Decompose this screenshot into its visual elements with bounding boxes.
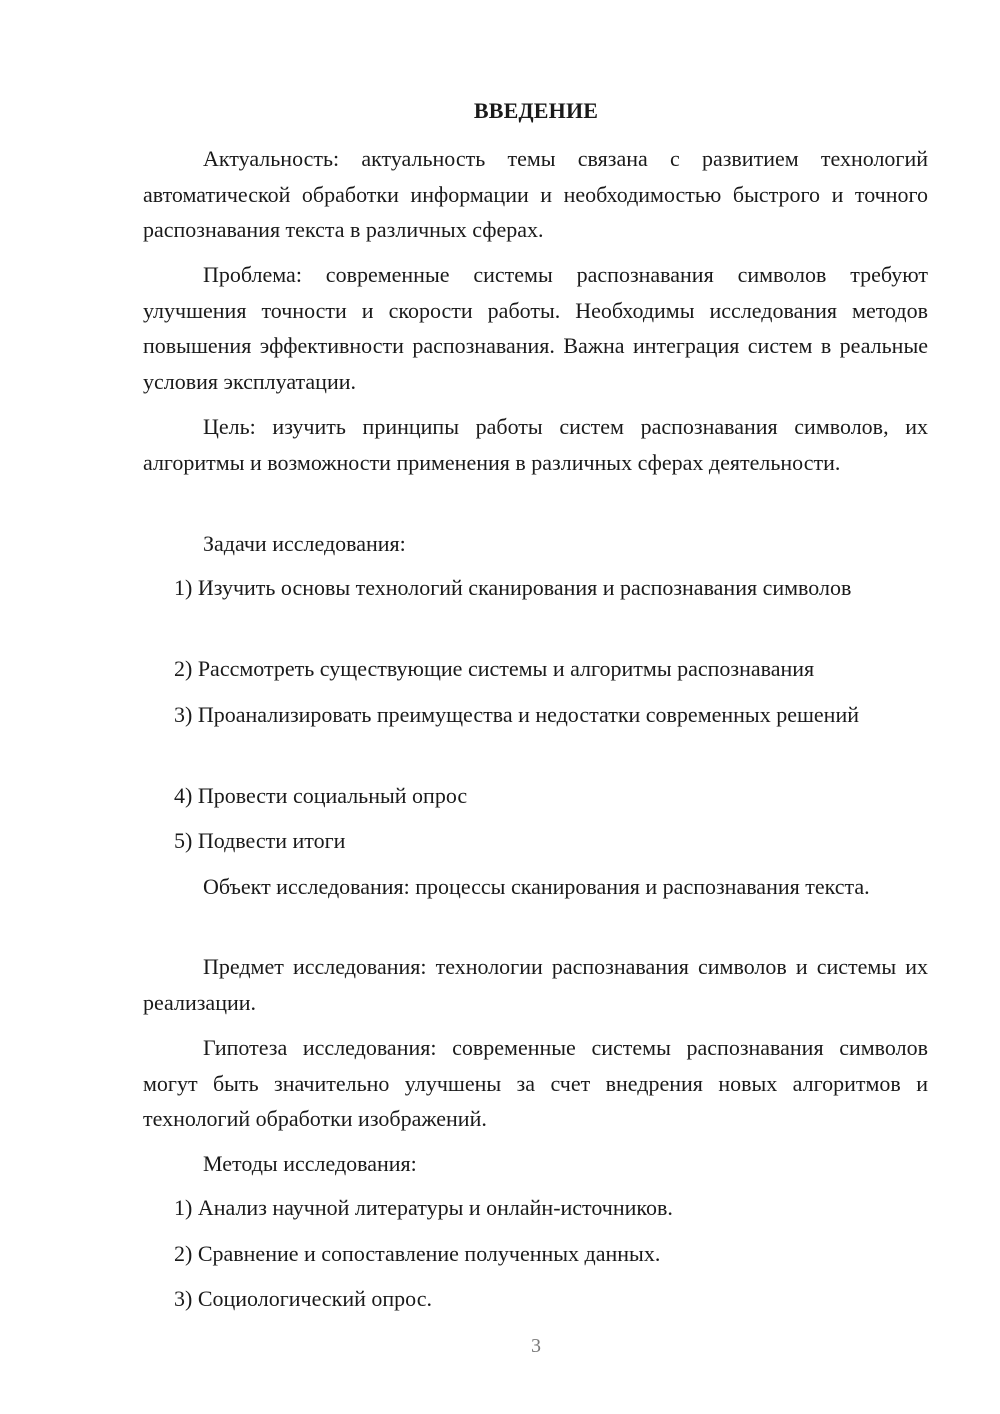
paragraph-tasks-heading: Задачи исследования: [203, 531, 406, 556]
paragraph-methods-heading: Методы исследования: [203, 1151, 417, 1176]
list-item-task-5: 5) Подвести итоги [174, 828, 346, 853]
list-item-method-1: 1) Анализ научной литературы и онлайн-источников. [174, 1195, 673, 1220]
page-number: 3 [531, 1335, 541, 1357]
paragraph-relevance: Актуальность: актуальность темы связана с развитием технологий автоматической обработки информации и необходимостью быстрого и точного распознавания текста в различных сферах. [143, 146, 928, 242]
paragraph-subject: Предмет исследования: технологии распознавания символов и системы их реализации. [143, 954, 928, 1015]
paragraph-problem: Проблема: современные системы распознавания символов требуют улучшения точности и скорости работы. Необходимы исследования методов повышения эффективности распознавания. Важна интеграция систем в реальные условия эксплуатации. [143, 262, 928, 394]
list-item-method-2: 2) Сравнение и сопоставление полученных данных. [174, 1241, 661, 1266]
list-item-task-3: 3) Проанализировать преимущества и недостатки современных решений [174, 702, 859, 727]
list-item-task-2: 2) Рассмотреть существующие системы и алгоритмы распознавания [174, 656, 815, 681]
paragraph-goal: Цель: изучить принципы работы систем распознавания символов, их алгоритмы и возможности применения в различных сферах деятельности. [143, 414, 928, 475]
list-item-task-1: 1) Изучить основы технологий сканирования и распознавания символов [174, 575, 852, 600]
section-title: ВВЕДЕНИЕ [473, 98, 599, 123]
list-item-method-3: 3) Социологический опрос. [174, 1286, 432, 1311]
paragraph-object: Объект исследования: процессы сканирования и распознавания текста. [203, 874, 870, 899]
paragraph-hypothesis: Гипотеза исследования: современные системы распознавания символов могут быть значительно улучшены за счет внедрения новых алгоритмов и технологий обработки изображений. [143, 1035, 928, 1131]
list-item-task-4: 4) Провести социальный опрос [174, 783, 468, 808]
